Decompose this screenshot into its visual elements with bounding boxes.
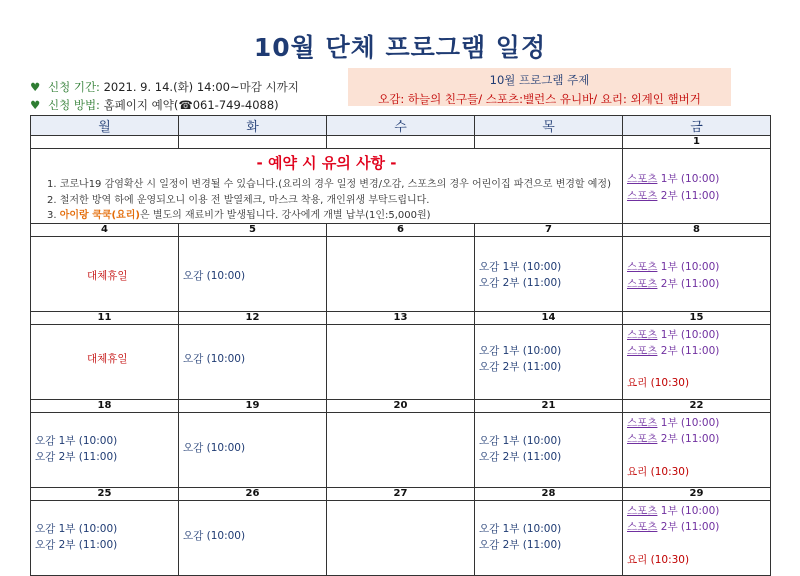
event-cooking: 요리 (10:30) [627, 554, 690, 566]
date-cell: 12 [179, 312, 327, 325]
event-sports-word: 스포츠 [627, 505, 658, 517]
day-cell [179, 501, 327, 576]
event-sports-1 [627, 259, 719, 274]
calendar-table [30, 115, 771, 576]
day-cell [623, 501, 771, 576]
notice-highlight: 아이랑 쿡쿡(요리) [59, 210, 140, 221]
day-cell [623, 413, 771, 488]
day-cell [179, 413, 327, 488]
content-row [31, 501, 771, 576]
day-cell [179, 325, 327, 400]
calendar [30, 115, 770, 576]
notice-item-rest: 은 별도의 재료비가 발생됩니다. 강사에게 개별 납부(1인:5,000원) [139, 210, 431, 221]
date-cell: 11 [31, 312, 179, 325]
notice-item-number: 3. [47, 210, 60, 221]
notice-list [47, 177, 611, 224]
date-cell: 21 [475, 400, 623, 413]
date-cell [327, 136, 475, 149]
weekday-tue: 화 [179, 116, 327, 136]
event-ogam: 오감 (10:00) [183, 270, 246, 282]
method-value: 홈페이지 예약(☎061-749-4088) [103, 98, 279, 112]
day-cell [327, 501, 475, 576]
period-label: 신청 기간: [47, 80, 100, 94]
day-cell [31, 325, 179, 400]
event-sports-word: 스포츠 [627, 433, 658, 445]
date-cell: 29 [623, 488, 771, 501]
date-row [31, 312, 771, 325]
date-cell [475, 136, 623, 149]
event-sports-word: 스포츠 [627, 173, 658, 185]
content-row [31, 149, 771, 224]
date-row [31, 224, 771, 237]
event-ogam-1: 오감 1부 (10:00) [479, 345, 562, 357]
day-cell [623, 325, 771, 400]
event-ogam-1: 오감 1부 (10:00) [479, 523, 562, 535]
event-sports-word: 스포츠 [627, 329, 658, 341]
event-holiday: 대체휴일 [87, 353, 128, 365]
event-ogam: 오감 (10:00) [183, 353, 246, 365]
event-time: 1부 (10:00) [657, 261, 720, 273]
date-cell: 8 [623, 224, 771, 237]
event-time: 2부 (11:00) [657, 433, 720, 445]
day-cell [179, 237, 327, 312]
day-cell [623, 237, 771, 312]
event-time: 1부 (10:00) [657, 329, 720, 341]
event-time: 1부 (10:00) [657, 505, 720, 517]
event-time: 1부 (10:00) [657, 173, 720, 185]
day-cell [31, 237, 179, 312]
event-ogam: 오감 (10:00) [183, 442, 246, 454]
content-row [31, 325, 771, 400]
date-cell: 19 [179, 400, 327, 413]
weekday-mon: 월 [31, 116, 179, 136]
weekday-wed: 수 [327, 116, 475, 136]
date-cell: 1 [623, 136, 771, 149]
date-cell: 13 [327, 312, 475, 325]
content-row [31, 237, 771, 312]
content-row [31, 413, 771, 488]
notice-item [47, 208, 611, 224]
notice-title: - 예약 시 유의 사항 - [256, 154, 397, 172]
event-sports-2 [627, 276, 719, 291]
date-cell: 27 [327, 488, 475, 501]
event-ogam-2: 오감 2부 (11:00) [479, 451, 562, 463]
notice-item: 2. 철저한 방역 하에 운영되오니 이용 전 발열체크, 마스크 착용, 개인위생 부탁드립니다. [47, 194, 430, 206]
date-cell: 28 [475, 488, 623, 501]
day-cell [31, 413, 179, 488]
event-sports-2 [627, 519, 719, 534]
event-time: 2부 (11:00) [657, 345, 720, 357]
heart-icon: ♥ [30, 98, 41, 112]
date-row [31, 400, 771, 413]
event-sports-1 [627, 327, 719, 342]
event-ogam-1: 오감 1부 (10:00) [479, 261, 562, 273]
application-method [30, 97, 279, 113]
day-cell [327, 325, 475, 400]
theme-text: 오감: 하늘의 친구들/ 스포츠:밸런스 유니바/ 요리: 외계인 햄버거 [378, 92, 701, 106]
date-cell: 14 [475, 312, 623, 325]
event-sports-word: 스포츠 [627, 417, 658, 429]
event-ogam-1: 오감 1부 (10:00) [479, 435, 562, 447]
date-cell: 18 [31, 400, 179, 413]
weekday-header-row [31, 116, 771, 136]
event-sports-2 [627, 188, 719, 203]
event-ogam: 오감 (10:00) [183, 530, 246, 542]
event-holiday: 대체휴일 [87, 270, 128, 282]
event-ogam-2: 오감 2부 (11:00) [479, 277, 562, 289]
event-sports-word: 스포츠 [627, 278, 658, 290]
weekday-thu: 목 [475, 116, 623, 136]
date-cell: 26 [179, 488, 327, 501]
event-sports-1 [627, 415, 719, 430]
heart-icon: ♥ [30, 80, 41, 94]
event-time: 2부 (11:00) [657, 278, 720, 290]
date-cell: 20 [327, 400, 475, 413]
day-cell [623, 149, 771, 224]
date-row [31, 488, 771, 501]
application-period [30, 79, 299, 95]
event-sports-2 [627, 343, 719, 358]
event-sports-1 [627, 171, 719, 186]
event-cooking: 요리 (10:30) [627, 466, 690, 478]
period-value: 2021. 9. 14.(화) 14:00~마감 시까지 [103, 80, 299, 94]
event-sports-word: 스포츠 [627, 345, 658, 357]
event-ogam-2: 오감 2부 (11:00) [35, 451, 118, 463]
date-cell: 5 [179, 224, 327, 237]
event-ogam-1: 오감 1부 (10:00) [35, 435, 118, 447]
event-cooking: 요리 (10:30) [627, 377, 690, 389]
date-cell: 22 [623, 400, 771, 413]
event-sports-word: 스포츠 [627, 521, 658, 533]
day-cell [475, 325, 623, 400]
day-cell [327, 237, 475, 312]
theme-heading: 10월 프로그램 주제 [489, 73, 590, 87]
event-sports-2 [627, 431, 719, 446]
day-cell [475, 237, 623, 312]
event-ogam-2: 오감 2부 (11:00) [479, 539, 562, 551]
date-cell [31, 136, 179, 149]
date-cell: 7 [475, 224, 623, 237]
event-ogam-2: 오감 2부 (11:00) [479, 361, 562, 373]
event-ogam-1: 오감 1부 (10:00) [35, 523, 118, 535]
date-cell: 15 [623, 312, 771, 325]
notice-item: 1. 코로나19 감염확산 시 일정이 변경될 수 있습니다.(요리의 경우 일정 변경/오감, 스포츠의 경우 어린이집 파견으로 변경할 예정) [47, 179, 611, 190]
event-sports-1 [627, 503, 719, 518]
date-cell: 6 [327, 224, 475, 237]
event-sports-word: 스포츠 [627, 261, 658, 273]
method-label: 신청 방법: [47, 98, 100, 112]
event-sports-word: 스포츠 [627, 190, 658, 202]
day-cell [327, 413, 475, 488]
event-time: 2부 (11:00) [657, 521, 720, 533]
event-time: 1부 (10:00) [657, 417, 720, 429]
date-cell [179, 136, 327, 149]
event-time: 2부 (11:00) [657, 190, 720, 202]
day-cell [31, 501, 179, 576]
theme-box [348, 68, 731, 106]
day-cell [475, 501, 623, 576]
day-cell [475, 413, 623, 488]
notice-cell [31, 149, 623, 224]
page-title: 10월 단체 프로그램 일정 [253, 33, 547, 62]
weekday-fri: 금 [623, 116, 771, 136]
event-ogam-2: 오감 2부 (11:00) [35, 539, 118, 551]
date-row [31, 136, 771, 149]
date-cell: 4 [31, 224, 179, 237]
date-cell: 25 [31, 488, 179, 501]
